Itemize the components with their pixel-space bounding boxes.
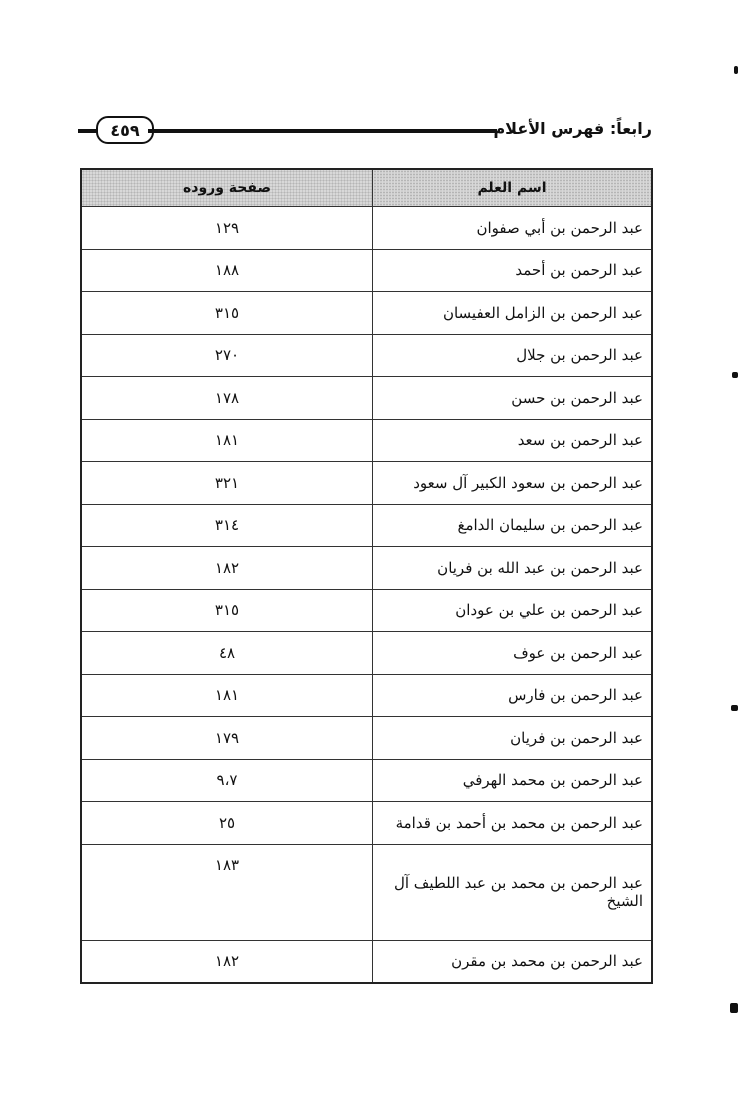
cell-page: ٢٥	[81, 802, 373, 845]
table-row	[81, 292, 652, 335]
table-row	[81, 207, 652, 250]
table-row	[81, 589, 652, 632]
table-row	[81, 377, 652, 420]
cell-page: ١٧٩	[81, 717, 373, 760]
table-row	[81, 717, 652, 760]
column-header-page: صفحة وروده	[81, 169, 373, 207]
cell-name: عبد الرحمن بن محمد بن أحمد بن قدامة	[373, 802, 653, 845]
cell-page: ١٧٨	[81, 377, 373, 420]
table-row	[81, 462, 652, 505]
header-rule	[148, 129, 497, 133]
table-row	[81, 759, 652, 802]
cell-name: عبد الرحمن بن جلال	[373, 334, 653, 377]
cell-name: عبد الرحمن بن أحمد	[373, 249, 653, 292]
cell-page: ١٨٢	[81, 940, 373, 983]
cell-page: ٣٢١	[81, 462, 373, 505]
cell-page: ١٨٨	[81, 249, 373, 292]
cell-name: عبد الرحمن بن محمد بن مقرن	[373, 940, 653, 983]
scan-mark	[732, 372, 738, 378]
page-number: ٤٥٩	[96, 116, 154, 144]
table-row	[81, 940, 652, 983]
table-row	[81, 844, 652, 940]
table-row	[81, 674, 652, 717]
cell-page: ٣١٥	[81, 589, 373, 632]
table-row	[81, 802, 652, 845]
cell-page: ٩،٧	[81, 759, 373, 802]
cell-page: ١٨٢	[81, 547, 373, 590]
cell-name: عبد الرحمن بن محمد الهرفي	[373, 759, 653, 802]
cell-name: عبد الرحمن بن محمد بن عبد اللطيف آل الشيخ	[373, 844, 653, 940]
cell-name: عبد الرحمن بن حسن	[373, 377, 653, 420]
cell-name: عبد الرحمن بن سعود الكبير آل سعود	[373, 462, 653, 505]
table-row	[81, 419, 652, 462]
cell-page: ٤٨	[81, 632, 373, 675]
header-rule-left	[78, 129, 98, 133]
table-row	[81, 249, 652, 292]
cell-page: ١٢٩	[81, 207, 373, 250]
cell-name: عبد الرحمن بن سليمان الدامغ	[373, 504, 653, 547]
cell-name: عبد الرحمن بن الزامل العفيسان	[373, 292, 653, 335]
scan-mark	[730, 1003, 738, 1013]
names-index-table	[80, 168, 653, 984]
cell-name: عبد الرحمن بن عبد الله بن فريان	[373, 547, 653, 590]
header-title: رابعاً: فهرس الأعلام	[493, 119, 652, 138]
table-row	[81, 334, 652, 377]
scan-mark	[734, 66, 738, 74]
cell-page: ١٨١	[81, 419, 373, 462]
cell-name: عبد الرحمن بن سعد	[373, 419, 653, 462]
cell-name: عبد الرحمن بن فريان	[373, 717, 653, 760]
scan-mark	[731, 705, 738, 711]
table-row	[81, 547, 652, 590]
cell-name: عبد الرحمن بن فارس	[373, 674, 653, 717]
table-row	[81, 632, 652, 675]
cell-page: ١٨٣	[81, 844, 373, 940]
cell-page: ٣١٥	[81, 292, 373, 335]
running-header	[78, 114, 652, 144]
table-header-row	[81, 169, 652, 207]
cell-name: عبد الرحمن بن علي بن عودان	[373, 589, 653, 632]
cell-page: ٢٧٠	[81, 334, 373, 377]
table-row	[81, 504, 652, 547]
cell-page: ١٨١	[81, 674, 373, 717]
cell-name: عبد الرحمن بن أبي صفوان	[373, 207, 653, 250]
column-header-name: اسم العلم	[373, 169, 653, 207]
cell-page: ٣١٤	[81, 504, 373, 547]
cell-name: عبد الرحمن بن عوف	[373, 632, 653, 675]
